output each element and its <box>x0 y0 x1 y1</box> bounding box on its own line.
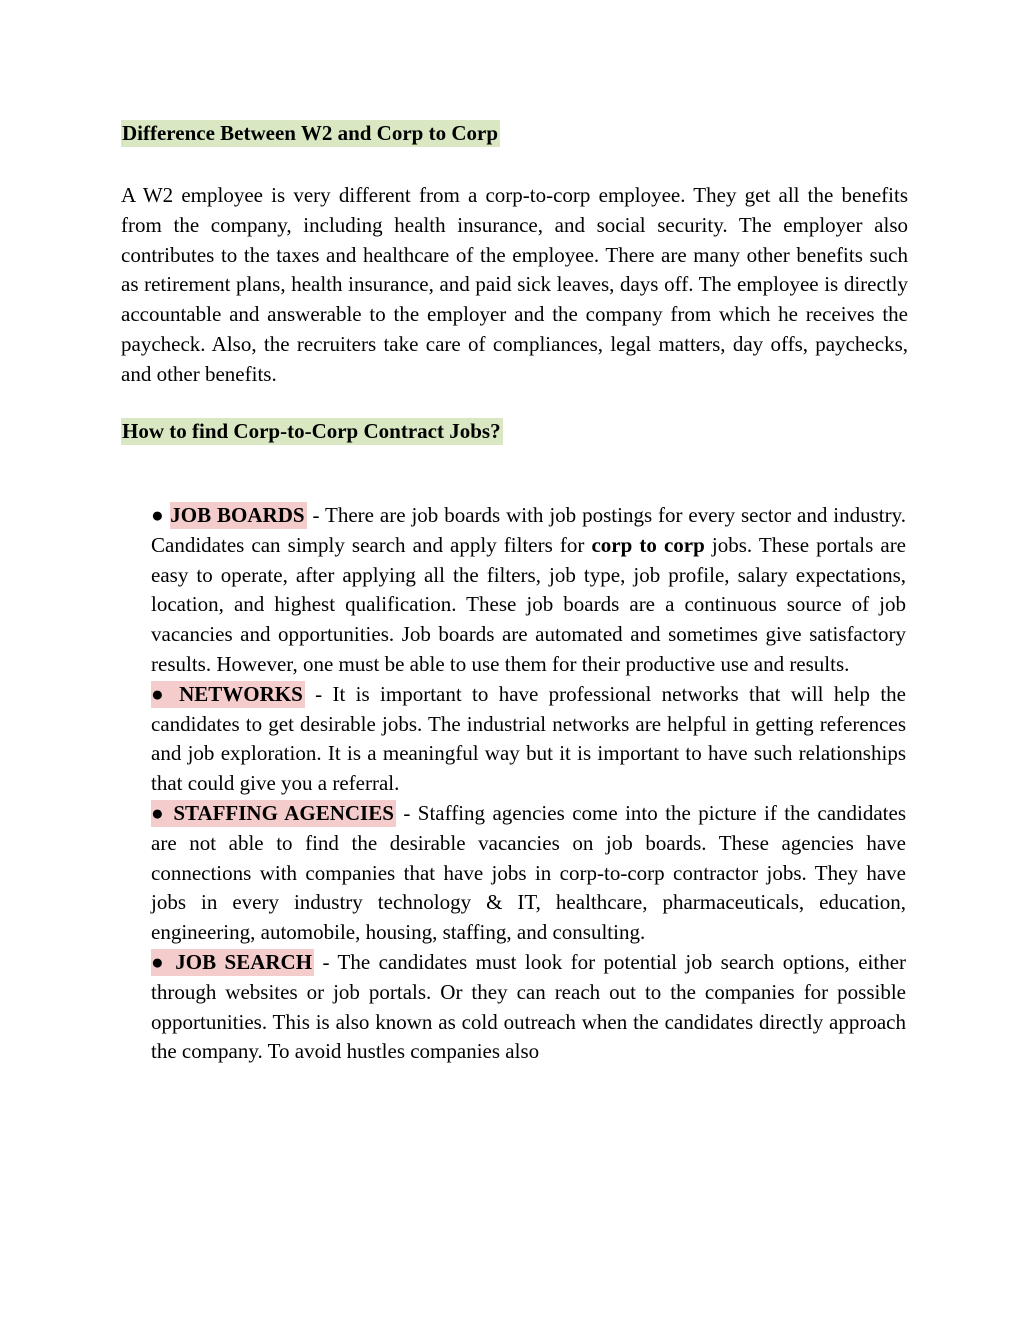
job-source-list <box>151 501 906 1067</box>
bullet-icon: ● <box>151 503 165 527</box>
list-item-staffing-agencies <box>151 799 906 948</box>
bullet-title: JOB BOARDS <box>170 503 305 527</box>
heading-highlight: Difference Between W2 and Corp to Corp <box>122 121 499 145</box>
bullet-title-highlight <box>151 800 396 827</box>
bullet-icon: ● <box>151 949 167 974</box>
section-heading-w2-vs-c2c <box>121 119 500 147</box>
list-item-networks <box>151 680 906 799</box>
section-heading-find-c2c-jobs <box>121 417 503 445</box>
bullet-text-continued: jobs. These portals are easy to operate, after applying all the filters, job type, job profile, salary expectations, location, and highest qualification. These job boards are a continuous source of job vacancies and opportunities. Job boards are automated and sometimes give satisfactory results. However, one must be able to use them for their productive use and results. <box>151 532 907 676</box>
bullet-title: NETWORKS <box>179 681 303 706</box>
list-item-job-boards <box>151 501 906 680</box>
bullet-title: JOB SEARCH <box>175 949 313 974</box>
bullet-text: - The candidates must look for potential job search options, either through websites or job portals. Or they can reach out to the companies for possible opportunities. This is also known as cold outreach when the candidates directly approach the company. To avoid hustles companies also <box>151 949 907 1064</box>
bullet-text: - Staffing agencies come into the picture if the candidates are not able to find the desirable vacancies on job boards. These agencies have connections with companies that have jobs in corp-to-corp contractor jobs. They have jobs in every industry technology & IT, healthcare, pharmaceuticals, education, engineering, automobile, housing, staffing, and consulting. <box>151 800 906 945</box>
bold-phrase: corp to corp <box>591 532 705 557</box>
list-item-job-search <box>151 948 906 1067</box>
intro-paragraph: A W2 employee is very different from a corp-to-corp employee. They get all the benefits from the company, including health insurance, and social security. The employer also contributes to the taxes and healthcare of the employee. There are many other benefits such as retirement plans, health insurance, and paid sick leaves, days off. The employee is directly accountable and answerable to the employer and the company from which he receives the paycheck. Also, the recruiters take care of compliances, legal matters, day offs, paychecks, and other benefits. <box>121 183 908 386</box>
bullet-title-highlight <box>151 681 305 708</box>
bullet-icon: ● <box>151 800 166 825</box>
heading-highlight: How to find Corp-to-Corp Contract Jobs? <box>122 419 501 443</box>
bullet-title: STAFFING AGENCIES <box>173 800 394 825</box>
bullet-title-highlight <box>151 949 314 976</box>
bullet-icon: ● <box>151 681 169 706</box>
bullet-text: - It is important to have professional networks that will help the candidates to get desirable jobs. The industrial networks are helpful in getting references and job exploration. It is a meaningful way but it is important to have such relationships that could give you a referral. <box>151 681 906 796</box>
bullet-text: - There are job boards with job postings for every sector and industry. Candidates can simply search and apply filters for <box>151 503 907 557</box>
